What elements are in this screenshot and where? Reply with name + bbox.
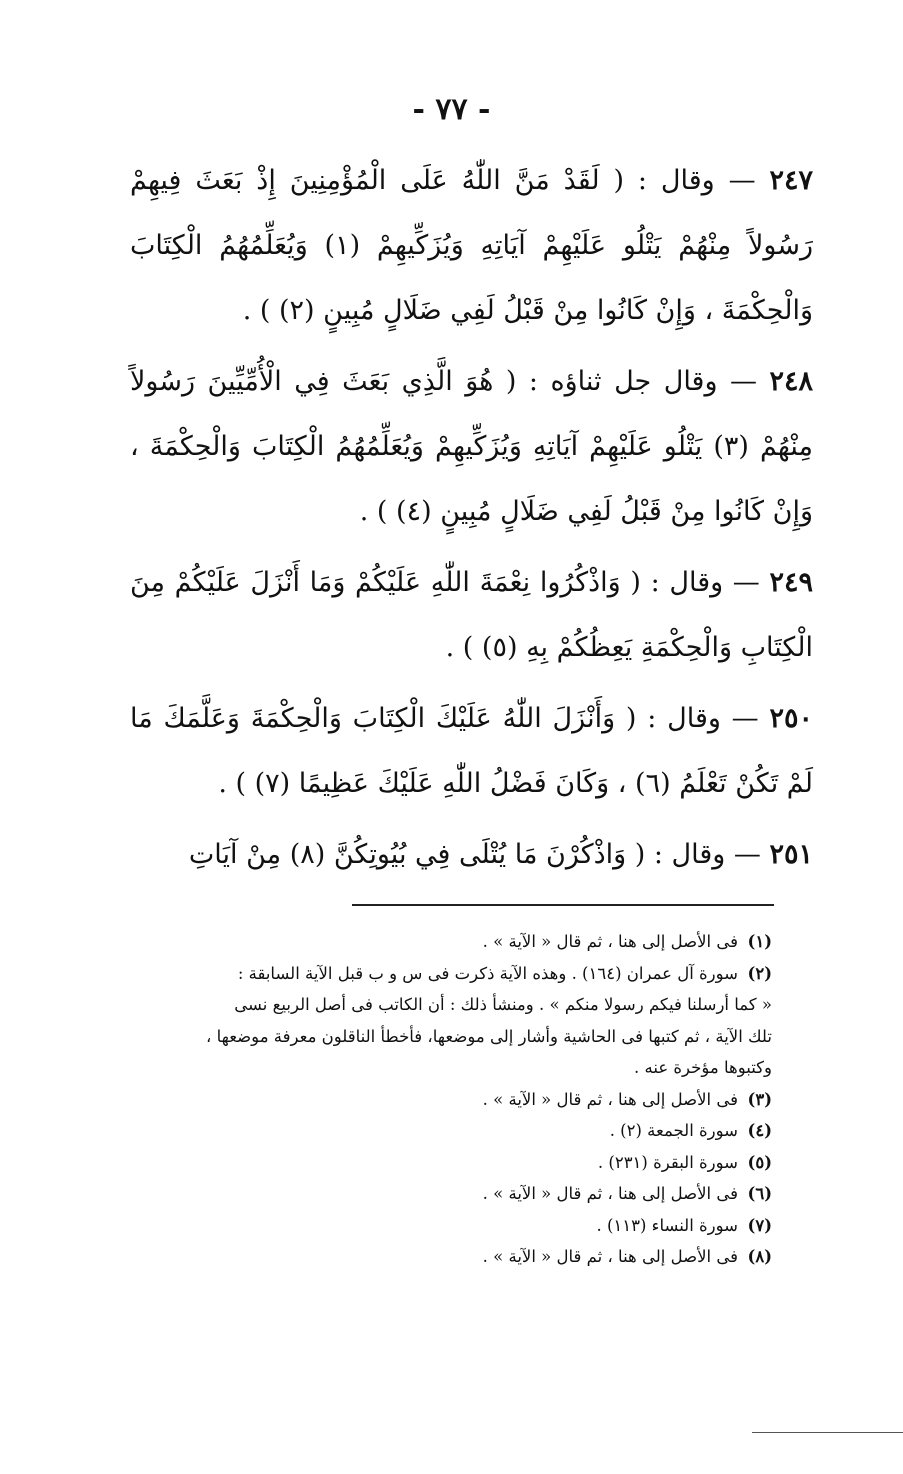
footnote-2-line-4: وكتبوها مؤخرة عنه .	[634, 1058, 772, 1077]
paragraph-text: — وقال جل ثناؤه : ( هُوَ الَّذِي بَعَثَ فِي الْأُمِّيِّينَ رَسُولاً مِنْهُمْ (٣) يَتْلُو عَلَيْهِمْ آيَاتِهِ وَيُزَكِّيهِمْ وَيُعَلِّمُهُمُ الْكِتَابَ وَالْحِكْمَةَ ، وَإِنْ كَانُوا مِنْ قَبْلُ لَفِي ضَلَالٍ مُبِينٍ (٤) ) .	[130, 366, 813, 527]
footnote-number: (١)	[747, 932, 772, 951]
paragraph-247	[130, 148, 813, 343]
footnote-3	[160, 1084, 772, 1116]
paragraph-number: ٢٥٠	[769, 703, 813, 734]
paragraph-number: ٢٥١	[769, 839, 813, 870]
paragraph-251	[130, 822, 813, 887]
footnote-2-line-3: تلك الآية ، ثم كتبها فى الحاشية وأشار إلى موضعها، فأخطأ الناقلون معرفة موضعها ،	[206, 1026, 772, 1046]
footnote-1	[160, 926, 772, 958]
main-text	[130, 148, 813, 893]
footnote-number: (٤)	[747, 1121, 772, 1140]
footnote-number: (٣)	[747, 1089, 772, 1109]
bottom-edge-rule	[752, 1432, 903, 1433]
footnote-text: فى الأصل إلى هنا ، ثم قال « الآية » .	[482, 1089, 738, 1109]
footnotes	[160, 926, 772, 1273]
footnote-6	[160, 1178, 772, 1210]
footnote-7	[160, 1210, 772, 1242]
paragraph-249	[130, 550, 813, 680]
footnote-text: سورة النساء (١١٣) .	[596, 1215, 738, 1235]
paragraph-number: ٢٤٧	[769, 165, 813, 196]
footnote-number: (٥)	[747, 1152, 772, 1172]
footnote-number: (٦)	[747, 1184, 772, 1203]
footnote-8	[160, 1241, 772, 1273]
paragraph-text: — وقال : ( لَقَدْ مَنَّ اللّٰهُ عَلَى الْمُؤْمِنِينَ إِذْ بَعَثَ فِيهِمْ رَسُولاً مِنْهُمْ يَتْلُو عَلَيْهِمْ آيَاتِهِ وَيُزَكِّيهِمْ (١) وَيُعَلِّمُهُمُ الْكِتَابَ وَالْحِكْمَةَ ، وَإِنْ كَانُوا مِنْ قَبْلُ لَفِي ضَلَالٍ مُبِينٍ (٢) ) .	[130, 165, 813, 326]
footnote-2	[160, 958, 772, 990]
footnote-divider	[352, 904, 774, 906]
paragraph-250	[130, 686, 813, 816]
paragraph-text: — وقال : ( وَاذْكُرْنَ مَا يُتْلَى فِي بُيُوتِكُنَّ (٨) مِنْ آيَاتِ	[188, 839, 770, 870]
footnote-text: سورة آل عمران (١٦٤) . وهذه الآية ذكرت فى س و ب قبل الآية السابقة :	[237, 963, 738, 983]
footnote-2-line-2: « كما أرسلنا فيكم رسولا منكم » . ومنشأ ذلك : أن الكاتب فى أصل الربيع نسى	[234, 995, 772, 1014]
paragraph-248	[130, 349, 813, 544]
footnote-text: فى الأصل إلى هنا ، ثم قال « الآية » .	[482, 932, 738, 951]
paragraph-text: — وقال : ( وَأَنْزَلَ اللّٰهُ عَلَيْكَ الْكِتَابَ وَالْحِكْمَةَ وَعَلَّمَكَ مَا لَمْ تَكُنْ تَعْلَمُ (٦) ، وَكَانَ فَضْلُ اللّٰهِ عَلَيْكَ عَظِيمًا (٧) ) .	[130, 703, 813, 799]
footnote-text: فى الأصل إلى هنا ، ثم قال « الآية » .	[482, 1184, 738, 1203]
footnote-number: (٢)	[747, 963, 772, 983]
paragraph-number: ٢٤٨	[769, 366, 813, 397]
footnote-number: (٨)	[747, 1247, 772, 1266]
footnote-5	[160, 1147, 772, 1179]
footnote-text: سورة البقرة (٢٣١) .	[597, 1152, 738, 1172]
footnote-4	[160, 1115, 772, 1147]
paragraph-number: ٢٤٩	[769, 567, 813, 598]
page-number: - ٧٧ -	[412, 92, 491, 127]
paragraph-text: — وقال : ( وَاذْكُرُوا نِعْمَةَ اللّٰهِ عَلَيْكُمْ وَمَا أَنْزَلَ عَلَيْكُمْ مِنَ الْكِتَابِ وَالْحِكْمَةِ يَعِظُكُمْ بِهِ (٥) ) .	[130, 567, 813, 663]
footnote-text: فى الأصل إلى هنا ، ثم قال « الآية » .	[482, 1247, 738, 1266]
footnote-number: (٧)	[747, 1215, 772, 1235]
footnote-text: سورة الجمعة (٢) .	[609, 1121, 738, 1140]
